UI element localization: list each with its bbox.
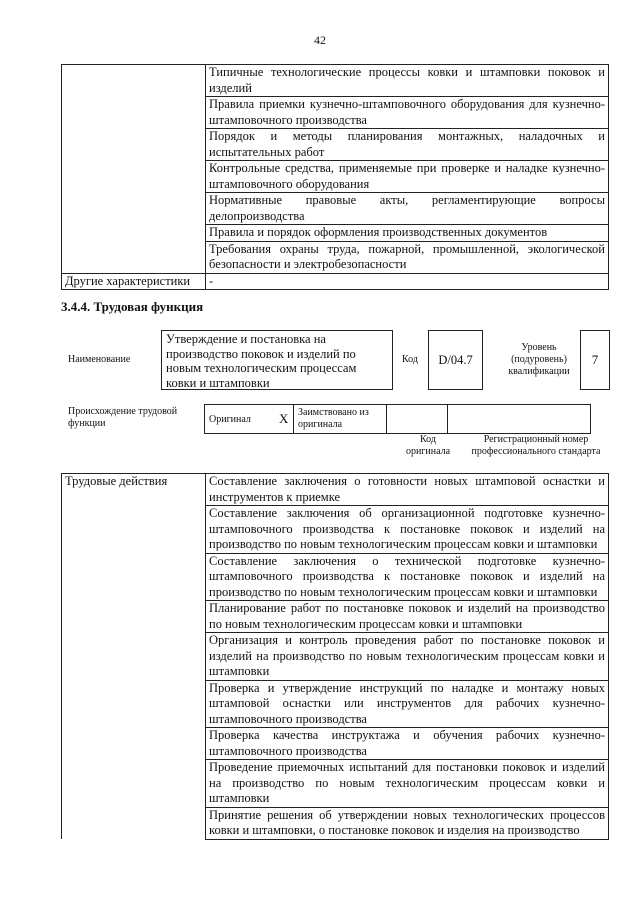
code-original-caption: Код оригинала: [405, 434, 451, 457]
labor-action-item: Принятие решения об утверждении новых технологических процессов ковки и штамповки, о постановке поковок и изделия на производство: [206, 807, 609, 839]
knowledge-item: Порядок и методы планирования монтажных, наладочных и испытательных работ: [206, 129, 609, 161]
labor-action-item: Проведение приемочных испытаний для постановки поковок и изделий на производство по новым технологическим процессам ковки и штамповки: [206, 760, 609, 808]
reg-number-cell: [448, 405, 591, 434]
borrowed-label: Заимствовано из оригинала: [294, 405, 387, 434]
level-label: Уровень (подуровень) квалификации: [508, 342, 570, 377]
empty-label-cell: [62, 241, 206, 273]
labor-action-item: Составление заключения о технической подготовке кузнечно-штамповочного производства к постановке поковок и изделий на производство по новым технологическим процессам ковки и штамповки: [206, 553, 609, 601]
knowledge-item: Требования охраны труда, пожарной, промышленной, экологической безопасности и электробезопасности: [206, 241, 609, 273]
knowledge-item: Типичные технологические процессы ковки и штамповки поковок и изделий: [206, 65, 609, 97]
labor-action-item: Проверка качества инструктажа и обучения рабочих кузнечно-штамповочного производства: [206, 728, 609, 760]
reg-number-caption: Регистрационный номер профессионального стандарта: [471, 434, 601, 457]
labor-action-item: Составление заключения об организационной подготовке кузнечно-штамповочного производства к постановке поковок и изделий на производство по новым технологическим процессам ковки и штамповки: [206, 506, 609, 554]
other-characteristics-value: -: [206, 273, 609, 290]
labor-action-item: Организация и контроль проведения работ по постановке поковок и изделий на производство по новым технологическим процессам ковки и штамповки: [206, 633, 609, 681]
knowledge-table: [61, 64, 609, 290]
knowledge-item: Правила приемки кузнечно-штамповочного оборудования для кузнечно-штамповочного производства: [206, 97, 609, 129]
knowledge-item: Контрольные средства, применяемые при проверке и наладке кузнечно-штамповочного оборудования: [206, 161, 609, 193]
original-label: Оригинал: [205, 405, 276, 434]
knowledge-item: Нормативные правовые акты, регламентирующие вопросы делопроизводства: [206, 193, 609, 225]
labor-action-item: Планирование работ по постановке поковок и изделий на производство по новым технологическим процессам ковки и штамповки: [206, 601, 609, 633]
name-label: Наименование: [68, 354, 131, 365]
empty-label-cell: [62, 129, 206, 161]
section-title: 3.4.4. Трудовая функция: [61, 299, 204, 314]
other-characteristics-label: Другие характеристики: [62, 273, 206, 290]
labor-action-item: Проверка и утверждение инструкций по наладке и монтажу новых штамповой оснастки или инструментов для рабочих кузнечно-штамповочного производства: [206, 680, 609, 728]
function-name-box: Утверждение и постановка на производство поковок и изделий по новым технологическим процессам ковки и штамповки: [161, 330, 393, 390]
code-label: Код: [402, 354, 418, 365]
empty-label-cell: [62, 65, 206, 97]
labor-action-item: Составление заключения о готовности новых штамповой оснастки и инструментов к приемке: [206, 474, 609, 506]
empty-label-cell: [62, 161, 206, 193]
labor-actions-label: Трудовые действия: [62, 474, 206, 840]
page-number: 42: [314, 33, 326, 47]
labor-actions-table: [61, 473, 609, 840]
original-mark: X: [275, 405, 294, 434]
origin-label: Происхождение трудовой функции: [68, 406, 178, 429]
knowledge-item: Правила и порядок оформления производственных документов: [206, 225, 609, 242]
origin-table: [204, 404, 591, 434]
level-box: 7: [580, 330, 610, 390]
empty-label-cell: [62, 97, 206, 129]
code-original-cell: [387, 405, 448, 434]
empty-label-cell: [62, 225, 206, 242]
empty-label-cell: [62, 193, 206, 225]
function-code-box: D/04.7: [428, 330, 483, 390]
